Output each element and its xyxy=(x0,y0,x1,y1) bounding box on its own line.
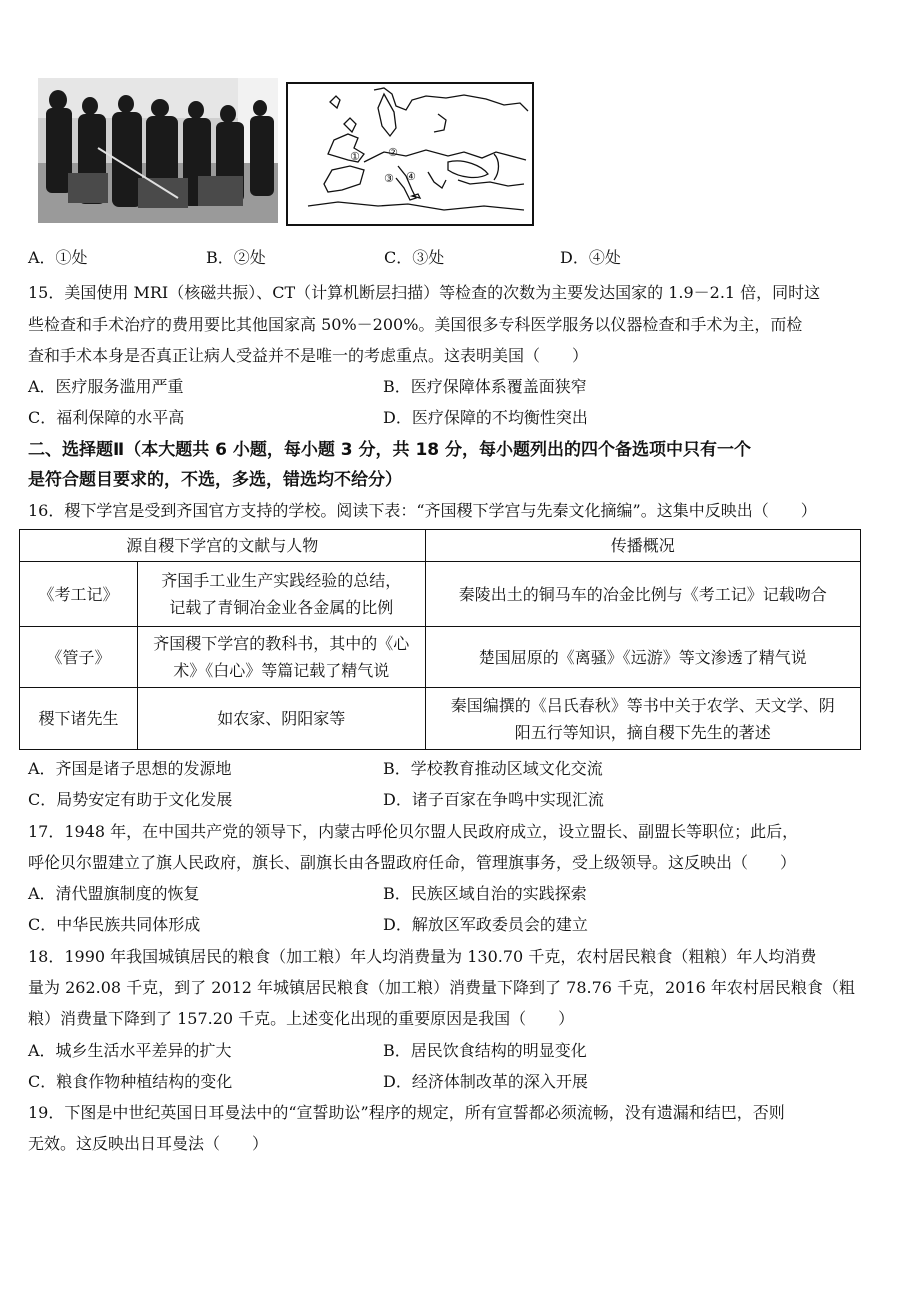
q17-option-a[interactable]: A．清代盟旗制度的恢复 xyxy=(28,884,200,903)
q17-option-b[interactable]: B．民族区域自治的实践探索 xyxy=(383,884,587,903)
q14-option-c[interactable]: C．③处 xyxy=(384,248,445,267)
q16-option-c[interactable]: C．局势安定有助于文化发展 xyxy=(28,790,233,809)
q18-option-b[interactable]: B．居民饮食结构的明显变化 xyxy=(383,1041,587,1060)
q18-option-c[interactable]: C．粮食作物种植结构的变化 xyxy=(28,1072,233,1091)
desc-line: 齐国稷下学宫的教科书，其中的《心 xyxy=(153,634,410,653)
table-header-spread: 传播概况 xyxy=(425,530,860,562)
historical-photo xyxy=(38,78,278,223)
table-cell-desc xyxy=(137,627,425,688)
q18-stem-line-2: 量为 262.08 千克，到了 2012 年城镇居民粮食（加工粮）消费量下降到了 78.76 千克，2016 年农村居民粮食（粗 xyxy=(28,978,855,997)
q16-option-a[interactable]: A．齐国是诸子思想的发源地 xyxy=(28,759,232,778)
section-2-heading-line-1: 二、选择题Ⅱ（本大题共 6 小题，每小题 3 分，共 18 分，每小题列出的四个备选项中只有一个 xyxy=(28,440,752,460)
q14-option-a[interactable]: A．①处 xyxy=(28,248,88,267)
table-cell-desc xyxy=(137,688,425,750)
map-marker-2: ② xyxy=(388,146,398,159)
table-cell-spread xyxy=(425,562,860,627)
desc-line: 齐国手工业生产实践经验的总结， xyxy=(161,571,402,590)
q14-option-b[interactable]: B．②处 xyxy=(206,248,266,267)
table-cell-spread xyxy=(425,688,860,750)
q15-stem-line-1: 15．美国使用 MRI（核磁共振）、CT（计算机断层扫描）等检查的次数为主要发达国家的 1.9－2.1 倍，同时这 xyxy=(28,283,821,302)
q16-table xyxy=(19,529,861,750)
spread-line: 楚国屈原的《离骚》《远游》等文渗透了精气说 xyxy=(478,647,807,667)
desc-line: 记载了青铜冶金业各金属的比例 xyxy=(169,598,394,617)
q17-option-d[interactable]: D．解放区军政委员会的建立 xyxy=(383,915,588,934)
section-2-heading-line-2: 是符合题目要求的，不选，多选，错选均不给分） xyxy=(28,470,402,490)
q15-option-c[interactable]: C．福利保障的水平高 xyxy=(28,408,185,427)
map-marker-3: ③ xyxy=(384,172,394,185)
table-header-source: 源自稷下学宫的文献与人物 xyxy=(20,530,426,562)
q17-stem-line-2: 呼伦贝尔盟建立了旗人民政府，旗长、副旗长由各盟政府任命，管理旗事务，受上级领导。这反映出（ ） xyxy=(28,853,797,872)
desc-line: 术》《白心》等篇记载了精气说 xyxy=(173,661,390,680)
map-marker-1: ① xyxy=(350,150,360,163)
q15-option-a[interactable]: A．医疗服务滥用严重 xyxy=(28,377,184,396)
q16-stem: 16．稷下学宫是受到齐国官方支持的学校。阅读下表：“齐国稷下学宫与先秦文化摘编”。这集中反映出（ ） xyxy=(28,501,817,520)
q19-stem-line-2: 无效。这反映出日耳曼法（ ） xyxy=(28,1134,269,1153)
table-row xyxy=(20,688,861,750)
q17-stem-line-1: 17．1948 年，在中国共产党的领导下，内蒙古呼伦贝尔盟人民政府成立，设立盟长、副盟长等职位；此后， xyxy=(28,822,799,841)
spread-line: 秦陵出土的铜马车的冶金比例与《考工记》记载吻合 xyxy=(458,584,827,604)
question-figures xyxy=(38,78,538,224)
spread-line: 阳五行等知识，摘自稷下先生的著述 xyxy=(514,722,771,742)
q16-option-d[interactable]: D．诸子百家在争鸣中实现汇流 xyxy=(383,790,604,809)
q19-stem-line-1: 19．下图是中世纪英国日耳曼法中的“宣誓助讼”程序的规定，所有宣誓都必须流畅，没有遗漏和结巴，否则 xyxy=(28,1103,785,1122)
table-row xyxy=(20,562,861,627)
table-cell-name: 《考工记》 xyxy=(20,562,138,627)
table-cell-spread xyxy=(425,627,860,688)
table-row xyxy=(20,627,861,688)
q15-stem-line-2: 些检查和手术治疗的费用要比其他国家高 50%－200%。美国很多专科医学服务以仪器检查和手术为主，而检 xyxy=(28,315,803,334)
q15-stem-line-3: 查和手术本身是否真正让病人受益并不是唯一的考虑重点。这表明美国（ ） xyxy=(28,346,589,365)
europe-map xyxy=(286,82,534,226)
desc-line: 如农家、阴阳家等 xyxy=(217,709,346,728)
q17-option-c[interactable]: C．中华民族共同体形成 xyxy=(28,915,201,934)
q16-option-b[interactable]: B．学校教育推动区域文化交流 xyxy=(383,759,603,778)
q18-stem-line-3: 粮）消费量下降到了 157.20 千克。上述变化出现的重要原因是我国（ ） xyxy=(28,1009,575,1028)
table-cell-name: 《管子》 xyxy=(20,627,138,688)
table-cell-name: 稷下诸先生 xyxy=(20,688,138,750)
map-marker-4: ④ xyxy=(406,170,416,183)
table-cell-desc xyxy=(137,562,425,627)
q18-option-d[interactable]: D．经济体制改革的深入开展 xyxy=(383,1072,588,1091)
q18-stem-line-1: 18．1990 年我国城镇居民的粮食（加工粮）年人均消费量为 130.70 千克，农村居民粮食（粗粮）年人均消费 xyxy=(28,947,817,966)
q15-option-d[interactable]: D．医疗保障的不均衡性突出 xyxy=(383,408,588,427)
q15-option-b[interactable]: B．医疗保障体系覆盖面狭窄 xyxy=(383,377,587,396)
q18-option-a[interactable]: A．城乡生活水平差异的扩大 xyxy=(28,1041,232,1060)
spread-line: 秦国编撰的《吕氏春秋》等书中关于农学、天文学、阴 xyxy=(450,695,835,715)
q14-option-d[interactable]: D．④处 xyxy=(560,248,621,267)
